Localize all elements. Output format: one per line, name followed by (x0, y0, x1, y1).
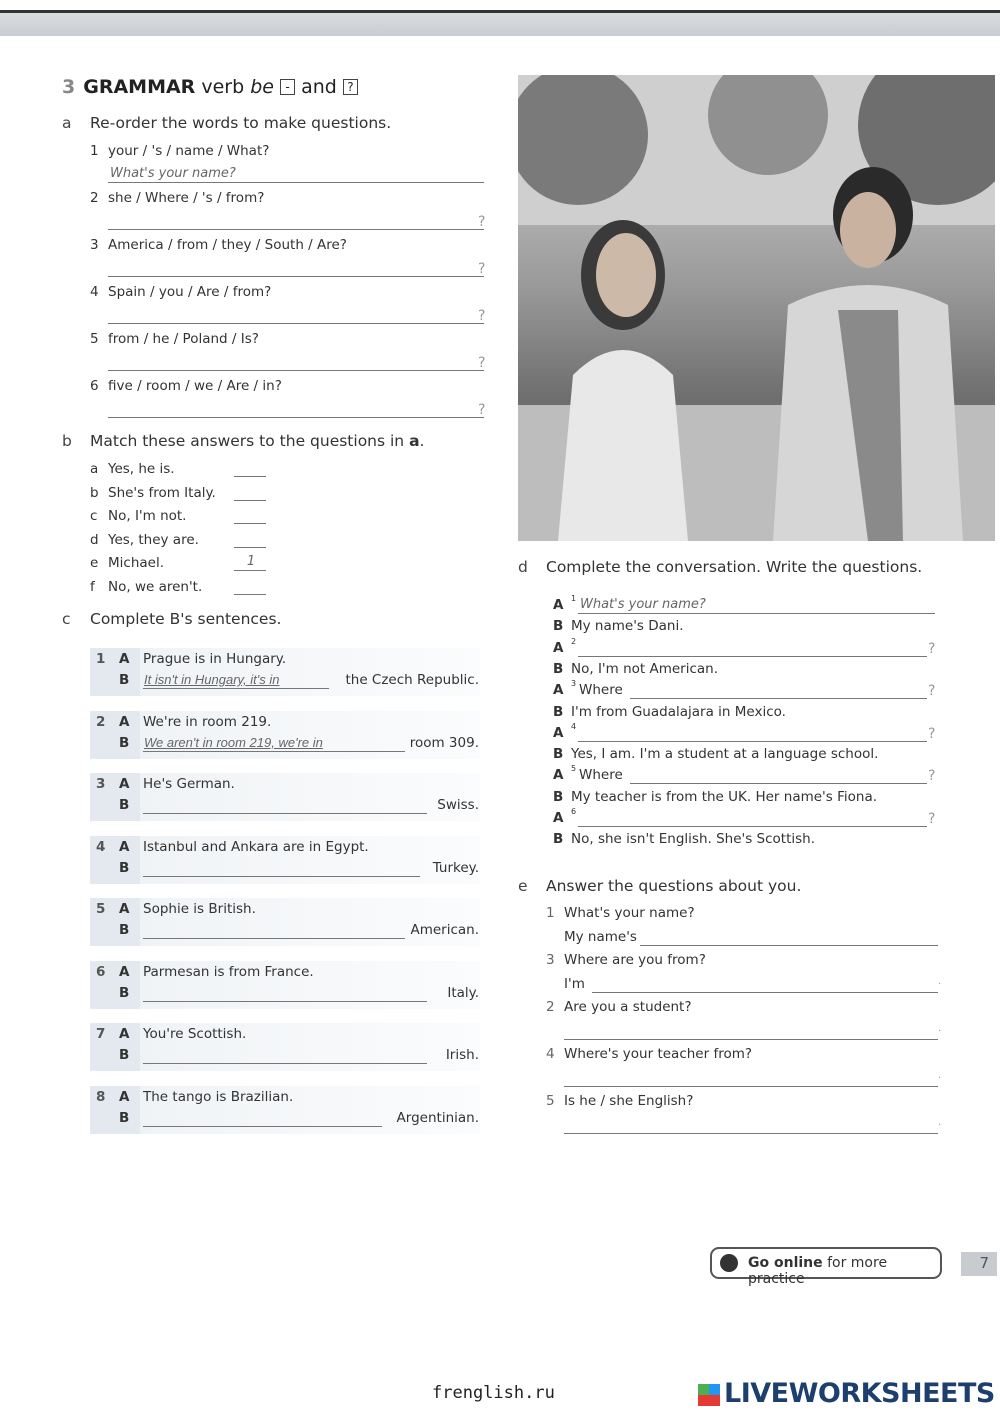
answer-input[interactable] (564, 1022, 938, 1040)
item-prompt: from / he / Poland / Is? (108, 331, 259, 347)
answer-input[interactable] (143, 1109, 382, 1127)
question-mark: ? (928, 811, 936, 827)
speaker-b: B (119, 859, 130, 876)
sentence-a: He's German. (143, 776, 235, 792)
go-online-button[interactable]: Go online for more practice (710, 1247, 942, 1279)
speaker: A (553, 767, 564, 784)
speaker-a: A (119, 1026, 130, 1042)
question-input[interactable] (578, 809, 927, 827)
answer-input[interactable] (143, 1046, 427, 1064)
sentence-a: Sophie is British. (143, 901, 256, 917)
question-mark: ? (928, 640, 936, 657)
question-text: Is he / she English? (564, 1093, 694, 1109)
speaker-b: B (119, 797, 130, 813)
sentence-end: Argentinian. (396, 1109, 479, 1126)
dialogue-text: I'm from Guadalajara in Mexico. (571, 703, 786, 720)
line-number: 6 (571, 807, 577, 816)
item-prompt: Spain / you / Are / from? (108, 284, 272, 300)
item-text: Michael. (108, 555, 164, 571)
speaker: B (553, 703, 564, 720)
item-number: 7 (96, 1026, 106, 1042)
item-text: No, we aren't. (108, 578, 203, 595)
question-input[interactable] (630, 681, 927, 699)
dialogue-text: Yes, I am. I'm a student at a language school. (571, 746, 879, 763)
dialogue-text: No, she isn't English. She's Scottish. (571, 831, 816, 848)
answer-input[interactable] (143, 921, 405, 939)
page-number: 7 (961, 1252, 997, 1276)
speaker-b: B (119, 734, 130, 751)
sentence-a: You're Scottish. (143, 1026, 247, 1042)
question-mark: ? (478, 214, 486, 230)
item-prompt: your / 's / name / What? (108, 143, 270, 159)
exercise-a-instruction: a Re-order the words to make questions. (62, 114, 392, 132)
section-title: 3 GRAMMAR verb be - and ? (62, 76, 358, 98)
item-number: 3 (90, 237, 99, 253)
speaker-b: B (119, 922, 130, 938)
question-mark: ? (478, 308, 486, 324)
question-start: Where (579, 767, 623, 784)
answer-input[interactable] (143, 984, 427, 1002)
item-letter: a (90, 461, 99, 477)
example-answer: We aren't in room 219, we're in (143, 734, 405, 752)
sentence-end: Italy. (447, 984, 479, 1001)
sentence-end: Turkey. (432, 859, 479, 876)
item-number: 6 (90, 378, 99, 394)
speaker: A (553, 597, 564, 613)
item-number: 4 (546, 1046, 555, 1062)
liveworksheets-logo: LIVEWORKSHEETS (700, 1378, 995, 1409)
example-answer: It isn't in Hungary, it's in (143, 671, 329, 689)
exercise-d-instruction: d Complete the conversation. Write the questions. (518, 558, 923, 576)
item-number: 1 (90, 143, 99, 159)
speaker-a: A (119, 963, 130, 980)
speaker: A (553, 639, 564, 656)
item-number: 5 (96, 901, 106, 917)
top-banner (0, 10, 1000, 36)
logo-icon (698, 1384, 720, 1406)
line-number: 1 (571, 594, 577, 603)
question-mark: ? (478, 402, 486, 418)
speaker-a: A (119, 651, 130, 667)
answer-input[interactable] (564, 1116, 938, 1134)
speaker-b: B (119, 1047, 130, 1063)
speaker-b: B (119, 984, 130, 1001)
item-text: No, I'm not. (108, 508, 187, 524)
item-number: 1 (96, 651, 106, 667)
question-input[interactable] (578, 724, 927, 742)
answer-input[interactable] (108, 212, 484, 230)
item-text: She's from Italy. (108, 484, 216, 501)
question-mark: ? (928, 725, 936, 742)
line-number: 3 (571, 679, 577, 689)
item-prompt: she / Where / 's / from? (108, 190, 265, 206)
speaker: B (553, 746, 564, 763)
sentence-end: American. (410, 922, 479, 938)
sentence-end: the Czech Republic. (345, 672, 479, 688)
end-mark: . (938, 1023, 942, 1034)
item-number: 5 (546, 1093, 555, 1109)
answer-input[interactable] (108, 259, 484, 277)
question-symbol-icon: ? (343, 79, 358, 95)
question-mark: ? (928, 683, 936, 700)
answer-input[interactable] (108, 353, 484, 371)
speaker: B (553, 618, 564, 635)
sentence-end: Swiss. (437, 797, 479, 813)
sentence-end: room 309. (409, 734, 479, 751)
exercise-b-instruction: b Match these answers to the questions in a. (62, 432, 425, 450)
line-number: 4 (571, 721, 577, 731)
item-number: 2 (90, 190, 99, 206)
speaker-b: B (119, 1109, 130, 1126)
cursor-icon (720, 1254, 738, 1272)
speaker: B (553, 831, 564, 848)
item-number: 4 (96, 838, 106, 855)
item-number: 2 (96, 713, 106, 730)
item-prompt: America / from / they / South / Are? (108, 237, 347, 253)
answer-input[interactable] (108, 400, 484, 418)
site-credit: frenglish.ru (432, 1383, 555, 1403)
item-prompt: five / room / we / Are / in? (108, 378, 282, 394)
line-number: 5 (571, 764, 577, 774)
answer-input[interactable] (592, 975, 938, 993)
answer-input[interactable] (143, 796, 427, 814)
match-input[interactable] (234, 506, 266, 524)
question-mark: ? (928, 768, 936, 785)
end-mark: . (938, 1117, 942, 1128)
item-number: 6 (96, 963, 106, 980)
question-text: Where's your teacher from? (564, 1046, 753, 1062)
speaker: B (553, 660, 564, 677)
speaker: A (553, 724, 564, 741)
speaker: A (553, 682, 564, 699)
question-text: Where are you from? (564, 952, 706, 968)
item-letter: c (90, 508, 98, 524)
question-input[interactable] (578, 639, 927, 657)
dialogue-text: My teacher is from the UK. Her name's Fiona. (571, 788, 878, 805)
answer-start: I'm (564, 976, 585, 992)
question-input[interactable] (630, 766, 927, 784)
sentence-end: Irish. (445, 1047, 479, 1063)
speaker: A (553, 810, 564, 826)
item-number: 8 (96, 1088, 106, 1105)
item-letter: b (90, 484, 99, 501)
speaker-a: A (119, 838, 130, 855)
item-number: 5 (90, 331, 99, 347)
sentence-a: We're in room 219. (143, 713, 272, 730)
speaker: B (553, 788, 564, 805)
match-input[interactable] (234, 553, 266, 571)
sentence-a: Prague is in Hungary. (143, 651, 287, 667)
end-mark: . (938, 1070, 942, 1081)
speaker-a: A (119, 901, 130, 917)
item-letter: e (90, 555, 99, 571)
item-number: 1 (546, 905, 555, 921)
item-text: Yes, they are. (108, 531, 199, 548)
exercise-e-instruction: e Answer the questions about you. (518, 877, 802, 895)
speaker-a: A (119, 1088, 130, 1105)
answer-start: My name's (564, 929, 637, 945)
match-input[interactable] (234, 530, 266, 548)
photo-two-students (518, 75, 995, 541)
line-number: 2 (571, 636, 577, 646)
dialogue-text: My name's Dani. (571, 618, 684, 635)
item-letter: d (90, 531, 99, 548)
question-text: What's your name? (564, 905, 695, 921)
item-number: 4 (90, 284, 99, 300)
question-mark: ? (478, 261, 486, 277)
question-start: Where (579, 682, 623, 699)
item-number: 3 (96, 776, 106, 792)
end-mark: . (938, 976, 942, 987)
answer-input[interactable] (108, 165, 484, 183)
question-mark: ? (478, 355, 486, 371)
speaker-a: A (119, 713, 130, 730)
item-number: 2 (546, 999, 555, 1015)
sentence-a: Parmesan is from France. (143, 963, 314, 980)
sentence-a: Istanbul and Ankara are in Egypt. (143, 838, 369, 855)
negative-symbol-icon: - (280, 79, 295, 95)
dialogue-text: No, I'm not American. (571, 660, 719, 677)
exercise-c-instruction: c Complete B's sentences. (62, 610, 282, 628)
item-number: 3 (546, 952, 555, 968)
match-input[interactable] (234, 459, 266, 477)
item-text: Yes, he is. (108, 461, 175, 477)
answer-input[interactable] (143, 859, 420, 877)
answer-input[interactable] (564, 1069, 938, 1087)
item-letter: f (90, 578, 95, 595)
question-text: Are you a student? (564, 999, 692, 1015)
speaker-b: B (119, 672, 130, 688)
answer-input[interactable] (108, 306, 484, 324)
sentence-a: The tango is Brazilian. (143, 1088, 294, 1105)
speaker-a: A (119, 776, 130, 792)
question-input[interactable] (578, 596, 935, 614)
match-input[interactable] (234, 577, 266, 595)
match-input[interactable] (234, 483, 266, 501)
answer-input[interactable] (640, 928, 938, 946)
